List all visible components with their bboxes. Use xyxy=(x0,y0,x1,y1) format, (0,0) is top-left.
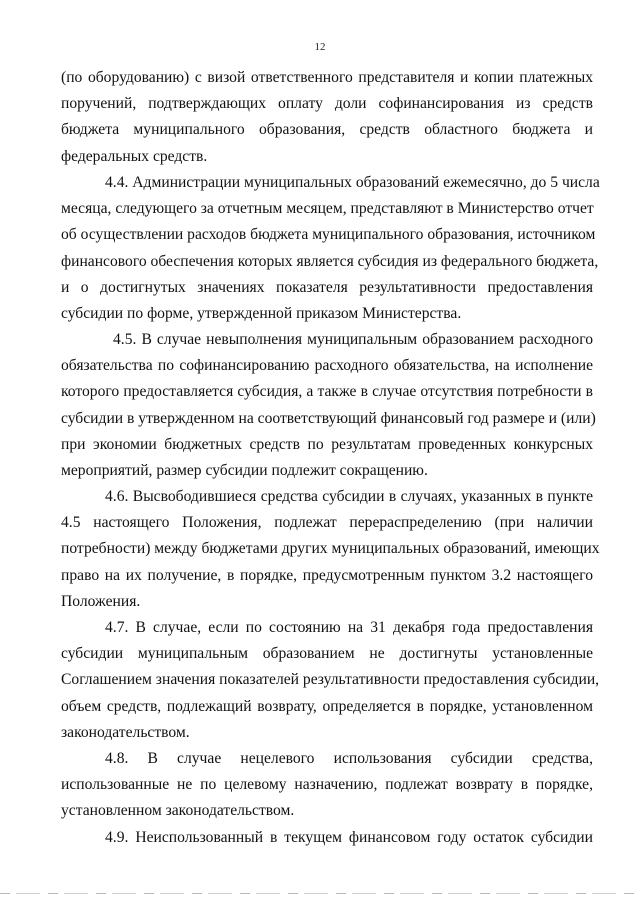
text-line: мероприятий, размер субсидии подлежит сокращению. xyxy=(61,461,428,479)
text-line: месяца, следующего за отчетным месяцем, представляют в Министерство отчет xyxy=(61,200,594,218)
paragraph-4-4 xyxy=(61,170,600,327)
text-line: поручений, подтверждающих оплату доли софинансирования из средств xyxy=(61,95,593,113)
text-line: и о достигнутых значениях показателя результативности предоставления xyxy=(61,278,593,296)
text-line: при экономии бюджетных средств по результатам проведенных конкурсных xyxy=(61,435,593,453)
text-line: 4.6. Высвободившиеся средства субсидии в случаях, указанных в пункте xyxy=(105,488,593,505)
text-line: бюджета муниципального образования, средств областного бюджета и xyxy=(61,121,593,139)
text-line: которого предоставляется субсидия, а также в случае отсутствия потребности в xyxy=(61,383,593,401)
text-line: установленном законодательством. xyxy=(61,802,295,820)
paragraph-4-8 xyxy=(61,746,593,825)
text-line: законодательством. xyxy=(61,723,190,741)
text-line: 4.9. Неиспользованный в текущем финансовом году остаток субсидии xyxy=(105,829,593,846)
text-line: об осуществлении расходов бюджета муниципального образования, источником xyxy=(61,226,596,244)
text-line: субсидии в утвержденном на соответствующий финансовый год размере и (или) xyxy=(61,409,596,427)
paragraph-4-5 xyxy=(61,327,596,484)
text-line: обязательства по софинансированию расходного обязательства, на исполнение xyxy=(61,357,593,375)
scan-edge-divider xyxy=(0,893,640,894)
paragraph-4-7 xyxy=(61,615,600,746)
text-line: 4.5 настоящего Положения, подлежат перераспределению (при наличии xyxy=(61,514,593,532)
text-line: использованные не по целевому назначению, подлежат возврату в порядке, xyxy=(61,776,593,794)
text-line: Соглашением значения показателей результативности предоставления субсидии, xyxy=(61,671,600,689)
paragraph-continuation xyxy=(61,65,593,170)
text-line: Положения. xyxy=(61,592,141,610)
paragraph-4-9 xyxy=(61,825,593,851)
paragraph-4-6 xyxy=(61,484,600,615)
text-line: финансового обеспечения которых является субсидия из федерального бюджета, xyxy=(61,252,599,270)
text-line: федеральных средств. xyxy=(61,147,208,165)
text-line: субсидии по форме, утвержденной приказом Министерства. xyxy=(61,304,462,322)
text-line: субсидии муниципальным образованием не достигнуты установленные xyxy=(61,645,593,663)
text-line: право на их получение, в порядке, предусмотренным пунктом 3.2 настоящего xyxy=(61,566,593,584)
text-line: потребности) между бюджетами других муниципальных образований, имеющих xyxy=(61,540,600,558)
text-line: 4.4. Администрации муниципальных образований ежемесячно, до 5 числа xyxy=(105,174,600,191)
text-line: 4.5. В случае невыполнения муниципальным образованием расходного xyxy=(113,331,593,348)
text-line: 4.8. В случае нецелевого использования субсидии средства, xyxy=(105,750,593,767)
text-line: 4.7. В случае, если по состоянию на 31 декабря года предоставления xyxy=(105,619,593,636)
text-line: (по оборудованию) с визой ответственного представителя и копии платежных xyxy=(61,69,593,86)
page-number: 12 xyxy=(314,41,326,53)
text-line: объем средств, подлежащий возврату, определяется в порядке, установленном xyxy=(61,697,593,715)
